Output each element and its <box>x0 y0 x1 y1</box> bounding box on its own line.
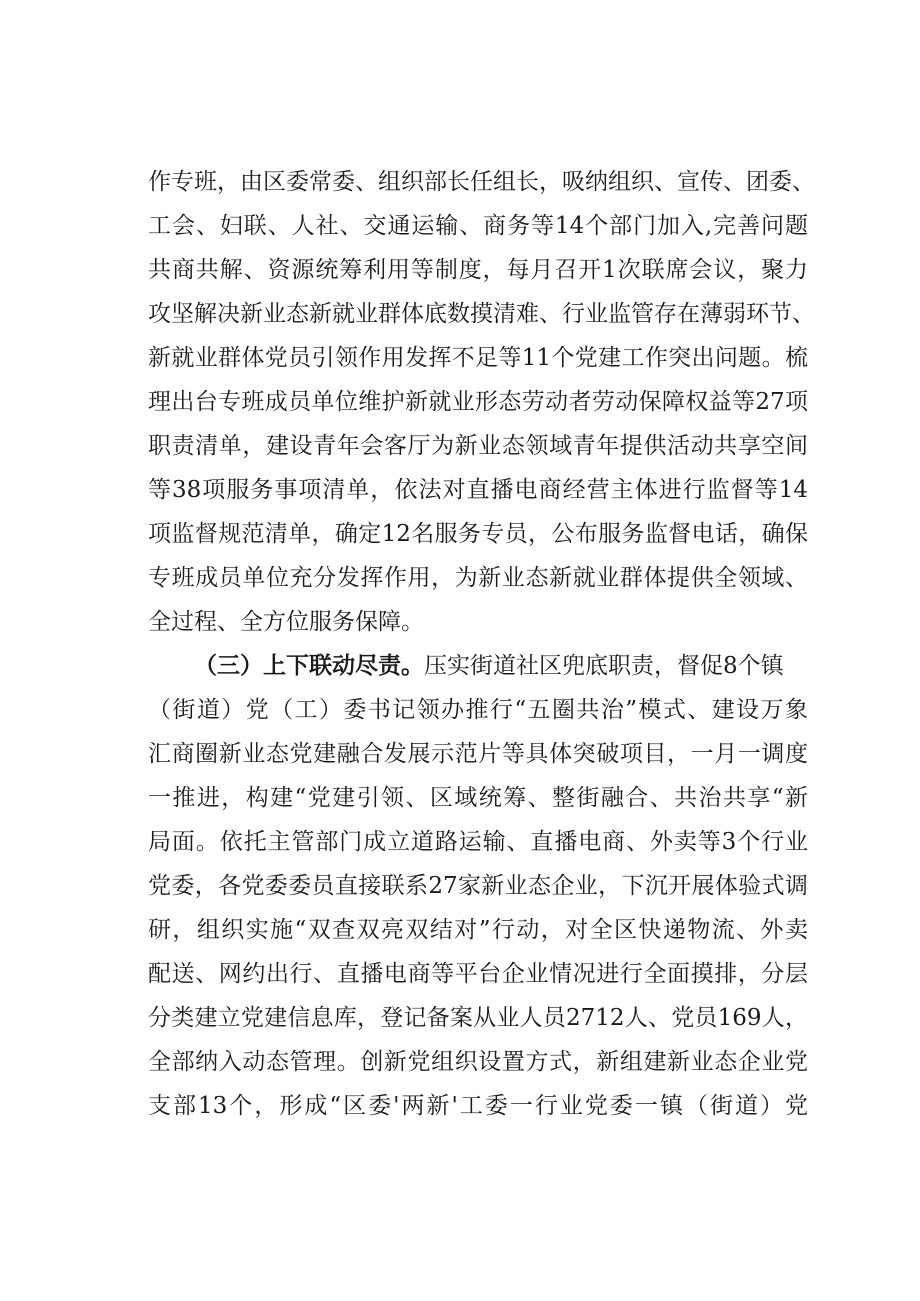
paragraph-1-line-11: 全过程、全方位服务保障。 <box>148 609 424 635</box>
paragraph-1-line-9: 项监督规范清单，确定12名服务专员，公布服务监督电话，确保 <box>148 521 808 547</box>
paragraph-2-line-10: 全部纳入动态管理。创新党组织设置方式，新组建新业态企业党 <box>148 1049 808 1075</box>
paragraph-1-line-6: 理出台专班成员单位维护新就业形态劳动者劳动保障权益等27项 <box>148 389 808 415</box>
paragraph-2-line-11: 支部13个，形成“区委'两新'工委一行业党委一镇（街道）党 <box>148 1093 808 1119</box>
paragraph-1-line-8: 等38项服务事项清单，依法对直播电商经营主体进行监督等14 <box>148 477 808 503</box>
paragraph-1-line-10: 专班成员单位充分发挥作用，为新业态新就业群体提供全领域、 <box>148 565 808 591</box>
paragraph-2-line-4: 一推进，构建“党建引领、区域统筹、整街融合、共治共享“新 <box>148 785 808 811</box>
paragraph-2-line-7: 研，组织实施“双查双亮双结对”行动，对全区快递物流、外卖 <box>148 917 808 943</box>
paragraph-2-line-1 <box>194 644 808 688</box>
paragraph-2-line-2: （街道）党（工）委书记领办推行“五圈共治”模式、建设万象 <box>148 697 808 723</box>
paragraph-1-line-3: 共商共解、资源统筹利用等制度，每月召开1次联席会议，聚力 <box>148 257 808 283</box>
paragraph-2-line-3: 汇商圈新业态党建融合发展示范片等具体突破项目，一月一调度 <box>148 741 808 767</box>
section-heading: （三）上下联动尽责。 <box>194 652 424 679</box>
paragraph-2-line-5: 局面。依托主管部门成立道路运输、直播电商、外卖等3个行业 <box>148 829 808 855</box>
paragraph-2-line-9: 分类建立党建信息库，登记备案从业人员2712人、党员169人， <box>148 1005 808 1031</box>
paragraph-1-line-4: 攻坚解决新业态新就业群体底数摸清难、行业监管存在薄弱环节、 <box>148 301 815 327</box>
paragraph-1-line-1: 作专班，由区委常委、组织部长任组长，吸纳组织、宣传、团委、 <box>148 169 815 195</box>
paragraph-2-line-1-text: 压实街道社区兜底职责，督促8个镇 <box>424 653 784 679</box>
paragraph-2-line-6: 党委，各党委委员直接联系27家新业态企业，下沉开展体验式调 <box>148 873 808 899</box>
paragraph-1-line-5: 新就业群体党员引领作用发挥不足等11个党建工作突出问题。梳 <box>148 345 808 371</box>
paragraph-2-line-8: 配送、网约出行、直播电商等平台企业情况进行全面摸排，分层 <box>148 961 808 987</box>
paragraph-1-line-2: 工会、妇联、人社、交通运输、商务等14个部门加入,完善问题 <box>148 213 808 239</box>
paragraph-1-line-7: 职责清单，建设青年会客厅为新业态领域青年提供活动共享空间 <box>148 433 808 459</box>
